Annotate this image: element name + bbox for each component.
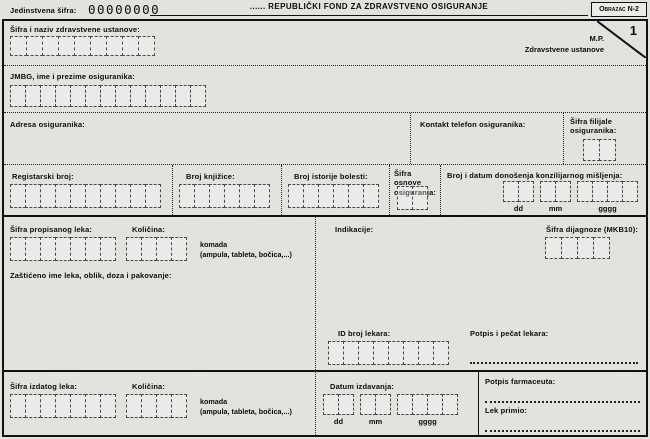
entry-cell [190,85,206,107]
prescribed-drug-code-label: Šifra propisanog leka: [10,225,93,234]
entry-cell [138,36,155,56]
dd-label: dd [333,417,344,426]
diagnosis-code-boxes [545,237,610,259]
entry-cell [90,36,107,56]
entry-cell [540,181,556,202]
entry-cell [85,394,101,418]
jmbg-boxes [10,85,206,107]
stamp-area [525,34,604,56]
entry-cell [40,237,56,261]
entry-cell [40,394,56,418]
council-opinion-label: Broj i datum donošenja konzilijarnog mišljenja: [447,171,623,180]
entry-cell [55,394,71,418]
form-title: ...... REPUBLIČKI FOND ZA ZDRAVSTVENO OSIGURANJE [150,2,588,16]
entry-cell [348,184,364,208]
entry-cell [10,394,26,418]
unit-line2: (ampula, tableta, bočica,...) [200,406,292,416]
entry-cell [583,139,600,161]
unique-code-label: Jedinstvena šifra: [10,6,77,15]
unit-line2: (ampula, tableta, bočica,...) [200,249,292,259]
drug-received-label: Lek primio: [485,406,528,415]
form-badge: Obrazac N-2 [591,2,647,17]
registration-number-boxes [10,184,161,208]
history-number-label: Broj istorije bolesti: [294,172,368,181]
divider [281,165,282,215]
council-date-boxes [503,181,638,213]
dd-label: dd [513,204,524,213]
entry-cell [577,181,593,202]
doctor-signature-line [470,362,638,364]
entry-cell [122,36,139,56]
phone-label: Kontakt telefon osiguranika: [420,120,526,129]
prescribed-qty-label: Količina: [132,225,166,234]
entry-cell [10,237,26,261]
section-dispensing [4,372,646,435]
entry-cell [10,85,26,107]
dispense-dd-group [323,394,354,426]
entry-cell [343,341,359,365]
entry-cell [145,85,161,107]
entry-cell [115,85,131,107]
history-number-boxes [288,184,379,208]
council-yyyy-group [577,181,638,213]
protected-drug-name-label: Zaštićeno ime leka, oblik, doza i pakovanje: [10,271,172,280]
entry-cell [115,184,131,208]
entry-cell [592,181,608,202]
entry-cell [85,237,101,261]
entry-cell [593,237,610,259]
entry-cell [388,341,404,365]
diagnosis-code-label: Šifra dijagnoze (MKB10): [546,225,638,234]
entry-cell [323,394,339,415]
doctor-signature-label: Potpis i pečat lekara: [470,329,549,338]
entry-cell [360,394,376,415]
indications-label: Indikacije: [335,225,374,234]
council-mm-group [540,181,571,213]
pharmacist-signature-label: Potpis farmaceuta: [485,377,556,386]
entry-cell [106,36,123,56]
divider [440,165,441,215]
entry-cell [503,181,519,202]
dispense-mm-boxes [360,394,391,415]
dispense-date-label: Datum izdavanja: [330,382,395,391]
section-jmbg [4,66,646,113]
entry-cell [85,85,101,107]
entry-cell [171,237,187,261]
entry-cell [363,184,379,208]
mm-label: mm [548,204,563,213]
entry-cell [555,181,571,202]
entry-cell [40,85,56,107]
section-institution [4,21,646,66]
dispensed-drug-code-boxes [10,394,116,418]
entry-cell [100,237,116,261]
entry-cell [179,184,195,208]
entry-cell [126,394,142,418]
entry-cell [239,184,255,208]
entry-cell [397,394,413,415]
institution-code-boxes [10,36,155,56]
entry-cell [328,341,344,365]
entry-cell [156,394,172,418]
insurance-basis-label: Šifra osnove osiguranja: [394,169,437,197]
mm-label: mm [368,417,383,426]
institution-code-label: Šifra i naziv zdravstvene ustanove: [10,25,140,34]
divider [478,372,479,435]
divider [315,217,316,370]
entry-cell [25,184,41,208]
entry-cell [318,184,334,208]
section-prescription [4,217,646,372]
entry-cell [141,394,157,418]
prescribed-drug-code-boxes [10,237,116,261]
entry-cell [70,237,86,261]
entry-cell [427,394,443,415]
entry-cell [545,237,562,259]
doctor-id-label: ID broj lekara: [338,329,391,338]
dispense-date-boxes [323,394,458,426]
entry-cell [10,184,26,208]
entry-cell [397,186,413,210]
entry-cell [412,186,428,210]
dispense-mm-group [360,394,391,426]
branch-code-label: Šifra filijale osiguranika: [570,117,617,136]
doctor-id-boxes [328,341,449,365]
dispensed-qty-label: Količina: [132,382,166,391]
entry-cell [358,341,374,365]
divider [172,165,173,215]
council-yyyy-boxes [577,181,638,202]
corner-diagonal-line [597,21,646,58]
entry-cell [130,85,146,107]
council-dd-boxes [503,181,534,202]
gggg-label: gggg [418,417,437,426]
booklet-number-label: Broj knjižice: [186,172,235,181]
entry-cell [433,341,449,365]
dispensed-drug-code-label: Šifra izdatog leka: [10,382,78,391]
entry-cell [194,184,210,208]
section-registration [4,165,646,217]
form-body [2,19,648,437]
booklet-number-boxes [179,184,270,208]
entry-cell [171,394,187,418]
pharmacist-signature-line [485,401,640,403]
entry-cell [599,139,616,161]
entry-cell [373,341,389,365]
entry-cell [42,36,59,56]
divider [389,165,390,215]
entry-cell [156,237,172,261]
dispense-dd-boxes [323,394,354,415]
dispense-yyyy-group [397,394,458,426]
divider [563,113,564,164]
branch-code-boxes [583,139,616,161]
entry-cell [85,184,101,208]
entry-cell [561,237,578,259]
entry-cell [100,184,116,208]
unique-code-value: 00000000 [88,2,161,17]
entry-cell [25,394,41,418]
entry-cell [100,394,116,418]
entry-cell [70,85,86,107]
prescribed-unit-note [200,240,292,259]
insurance-basis-boxes [397,186,428,210]
entry-cell [254,184,270,208]
entry-cell [412,394,428,415]
entry-cell [577,237,594,259]
entry-cell [518,181,534,202]
entry-cell [40,184,56,208]
stamp-mp-label: M.P. [589,34,604,43]
entry-cell [141,237,157,261]
entry-cell [58,36,75,56]
entry-cell [10,36,27,56]
entry-cell [288,184,304,208]
entry-cell [403,341,419,365]
entry-cell [70,184,86,208]
entry-cell [25,237,41,261]
entry-cell [145,184,161,208]
entry-cell [26,36,43,56]
council-mm-boxes [540,181,571,202]
registration-number-label: Registarski broj: [12,172,74,181]
entry-cell [338,394,354,415]
entry-cell [303,184,319,208]
unit-line1: komada [200,397,228,406]
entry-cell [175,85,191,107]
gggg-label: gggg [598,204,617,213]
entry-cell [100,85,116,107]
divider [315,372,316,435]
council-dd-group [503,181,534,213]
entry-cell [55,237,71,261]
entry-cell [25,85,41,107]
entry-cell [209,184,225,208]
dispense-yyyy-boxes [397,394,458,415]
entry-cell [607,181,623,202]
entry-cell [160,85,176,107]
stamp-institution-label: Zdravstvene ustanove [524,44,604,54]
section-address [4,113,646,165]
entry-cell [442,394,458,415]
entry-cell [375,394,391,415]
dispensed-qty-boxes [126,394,187,418]
unit-line1: komada [200,240,228,249]
entry-cell [418,341,434,365]
drug-received-line [485,430,640,432]
entry-cell [70,394,86,418]
entry-cell [130,184,146,208]
dispensed-unit-note [200,397,292,416]
entry-cell [74,36,91,56]
entry-cell [224,184,240,208]
entry-cell [55,85,71,107]
prescribed-qty-boxes [126,237,187,261]
address-label: Adresa osiguranika: [10,120,85,129]
entry-cell [333,184,349,208]
entry-cell [126,237,142,261]
entry-cell [55,184,71,208]
divider [410,113,411,164]
entry-cell [622,181,638,202]
page-number: 1 [629,23,637,38]
jmbg-label: JMBG, ime i prezime osiguranika: [10,72,135,81]
